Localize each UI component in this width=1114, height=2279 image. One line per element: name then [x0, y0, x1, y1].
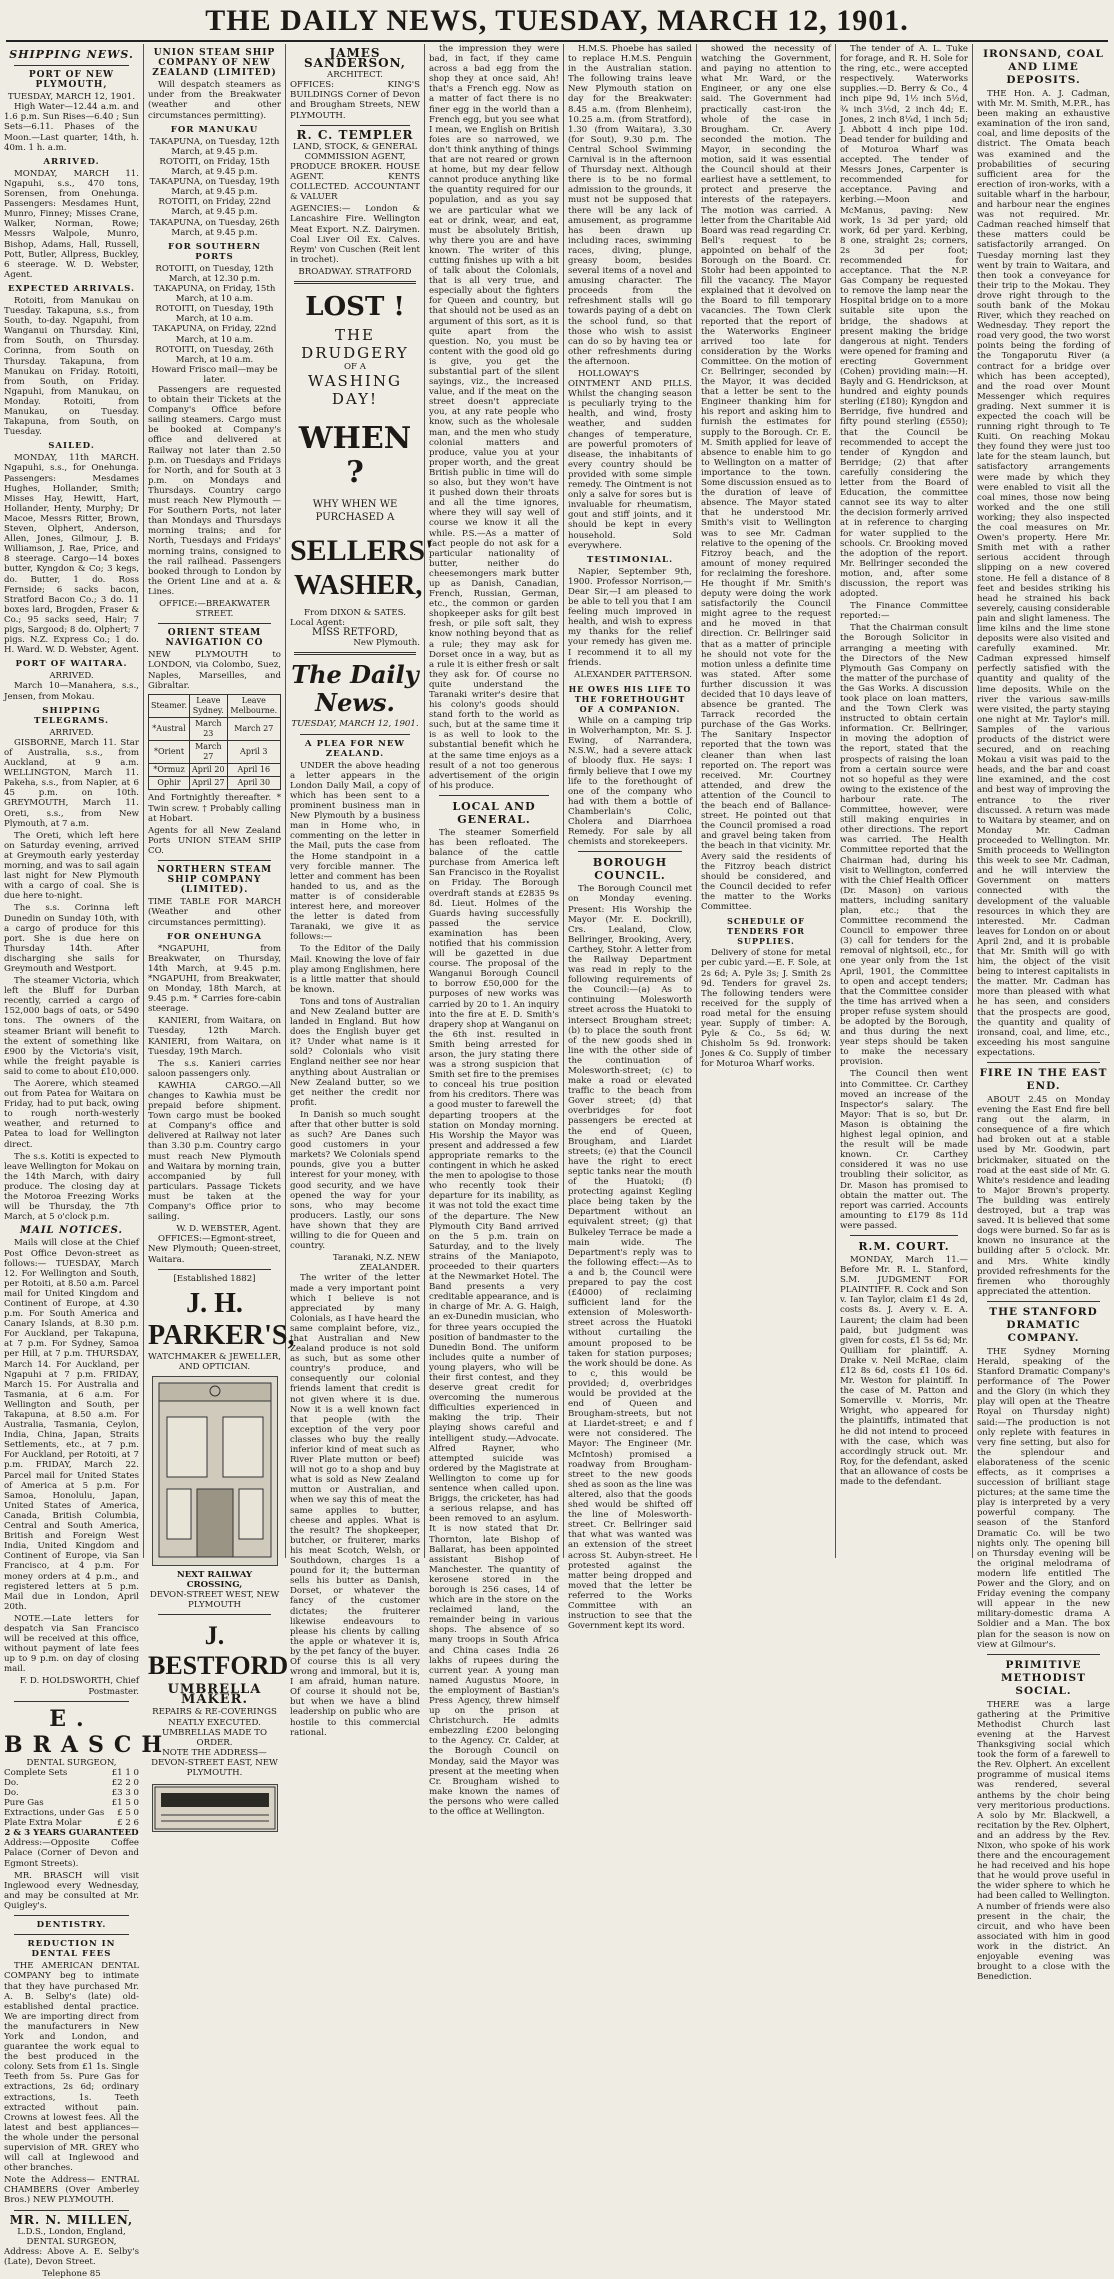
- daily-news-title: The Daily News.: [291, 660, 419, 718]
- holloway-text: HOLLOWAY'S OINTMENT AND PILLS. Whilst the changing season is peculiarly trying to the health, and wind, frosty weather, and sudden changes of temperature, are powerful promoters of disease, the inhabitants of every country should be provided with some simple remedy. The Ointment is not only a salve for sores but is invaluable for rheumatism, gout and stiff joints, and it should be kept in every household. Sold everywhere.: [568, 369, 692, 551]
- local-agent-label: Local Agent:: [290, 618, 345, 629]
- from-line: From DIXON & SATES.: [304, 608, 406, 619]
- primitive-text: THERE was a large gathering at the Primitive Methodist Church last evening at the Harvest Thanksgiving social which took the form of a farewell to the Rev. Olphert. An excellent programme of musical items was rendered, several anthems by the choir being very meritorious productions. A solo by Mr. Blackwell, a recitation by the Rev. Olphert, and an address by the Rev. Nixon, who spoke of his work there and the encouragement he had received and his hope that he would prove useful in the wider sphere to which he had been called to Wellington. A number of friends were also present in the chair, the circuit, and who have been associated with him in good work in the district. An enjoyable evening was brought to a close with the Benediction.: [977, 1699, 1110, 1983]
- arrived-heading: ARRIVED.: [43, 156, 100, 167]
- brasch-guarantee: 2 & 3 YEARS GUARANTEED: [4, 1828, 139, 1839]
- mail-heading: MAIL NOTICES.: [20, 1225, 123, 1237]
- finance-text: That the Chairman consult the Borough Solicitor in arranging a meeting with the Directors of the New Plymouth Gas Company on the matter of the purchase of the Gas Works. A discussion took place on loan matters, and the Town Clerk was instructed to obtain certain information. Cr. Bellringer, in moving the adoption of the report, stated that the prospects of raising the loan from a certain source were not so hopeful as they were owing to the existence of the harbour rate. The Committee, however, were still making enquiries in other directions. The report was carried. The Health Committee reported that the Chairman had, during his visit to Wellington, conferred with the Chief Health Officer (Dr. Mason) on various matters, including sanitary plan, etc.; that the Committee recommend the Council to empower three (3) call for tenders for the removal of nightsoil, etc., for one year only from the 1st April, 1901, the Committee to open and accept tenders; that the Committee consider the time has arrived when a proper refuse system should be adopted by the Borough, and thus during the next year steps should be taken to make the necessary provision.: [840, 623, 968, 1068]
- borough-heading: BOROUGH COUNCIL.: [592, 856, 668, 883]
- shipping-date: TUESDAY, MARCH 12, 1901.: [7, 92, 136, 103]
- parker-storefront-illustration: [152, 1376, 278, 1566]
- primitive-heading: PRIMITIVE METHODIST SOCIAL.: [1001, 1658, 1086, 1697]
- plea-paragraph: UNDER the above heading a letter appears in the London Daily Mail, a copy of which has been sent to a prominent business man in New Plymouth by a business man in Home who, in commenting on the letter in the Mail, puts the case from the Home standpoint in a very forcible manner. The letter and comment has been handed to us, and as the matter is of considerable interest here, and moreover the letter is dated from Taranaki, we give it as follows:—: [290, 760, 420, 943]
- bestford-umbrellas: UMBRELLAS MADE TO ORDER.: [161, 1727, 268, 1748]
- shipping-news-paragraph: The steamer Victoria, which left the Bluff for Durban recently, carried a cargo of 152,000 bags of oats, or 5490 tons. The owners of the steamer Briant will benefit to the extent of something like £900 by the Victoria's visit, while the freight payable is said to come to about £10,000.: [4, 976, 139, 1077]
- parker-location: NEXT RAILWAY CROSSING,: [176, 1569, 253, 1590]
- table-row: *Austral March 23 March 27: [149, 717, 281, 740]
- sailed-text: MONDAY, 11th MARCH. Ngapuhi, s.s., for Onehunga. Passengers: Mesdames Hughes, Hollander, Smith; Misses Hay, Hewitt, Hart, Hollander, Henty, Murphy; Dr Macoe, Messrs Ritter, Brown, Steven, Olphert, Anderson, Allen, Jones, Gilmour, J. B. Williamson, J. Rae, Price, and 8 steerage. Cargo—14 boxes butter, Kyngdon & Co; 3 kegs, do. Butter, 1 do. Ross Fernside; 6 sacks bacon, Stratford Bacon Co.; 3 do. 11 boxes lard, Brogden, Fraser & Co.; 95 sacks seed, Hair; 7 pigs, Sargood; 8 do. Olphert; 7 pigs. N.Z. Express Co.; 1 do. H. Ward. W. D. Webster, Agent.: [4, 453, 139, 656]
- south-sailing: ROTOITI, on Tuesday, 19th March, at 10 a.m.: [155, 304, 274, 325]
- bestford-name: J. BESTFORD: [148, 1621, 289, 1681]
- table-row: Ophir April 27 April 30: [149, 777, 281, 790]
- sailed-heading: SAILED.: [48, 441, 95, 452]
- masthead-rule: [6, 40, 1108, 42]
- plea-paragraph: The writer of the letter made a very important point which I believe is not appreciated by many Colonials, as I have heard the same complaint before, viz., that Australian and New Zealand produce is not sold as such, but as some other country's produce, and consequently our colonial friends lament that credit is not given where it is due. Now it is a well known fact that people (with the exception of the very poor classes who buy the really inferior kind of meat such as River Plate mutton or beef) will not go to a shop and buy what is sold as New Zealand mutton or Australian, and when we say this of meat the same applies to butter, cheese and apples. What is the result? The shopkeeper, butcher, or fruiterer, marks his meat Scotch, Welsh, or Southdown, charges 1s a pound for it; the butterman sells his butter as Danish, Dorset, or whatever the fancy of the customer dictates; the fruiterer likewise endeavours to please his clients by calling the apple or whatever it is, by the pet fancy of the buyer. Of course this is all very wrong and immoral, but it is, I am afraid, human nature. Of course it should not be, but when we have a blind leadership on public who are hostile to this commercial rational.: [290, 1273, 420, 1738]
- reduction-note: Note the Address— ENTRAL CHAMBERS (Over Amberley Bros.) NEW PLYMOUTH.: [4, 2175, 139, 2206]
- brasch-subtitle: DENTAL SURGEON,: [26, 1757, 117, 1768]
- shipping-news-paragraph: The Aorere, which steamed out from Patea for Waitara on Friday, had to put back, owing to rough north-westerly weather, and returned to Patea to load for Wellington direct.: [4, 1079, 139, 1150]
- plea-paragraph: To the Editor of the Daily Mail. Knowing the love of fair play among Englishmen, here is a little matter that should be known.: [290, 944, 420, 995]
- onehunga-text: *NGAPUHI, from Breakwater, on Thursday, 14th March, at 9.45 p.m. *NGAPUHI, from Breakwater, on Monday, 18th March, at 9.45 p.m. * Carries fore-cabin steerage.: [148, 943, 281, 1015]
- when-headline: WHEN ?: [298, 421, 412, 491]
- testimonial-heading: TESTIMONIAL.: [586, 554, 674, 565]
- bookstore-sign-icon: [153, 1785, 277, 1831]
- rm-court-heading: R.M. COURT.: [858, 1239, 950, 1253]
- column-6-borough: [697, 44, 835, 1558]
- kanieri-note: The s.s. Kanieri carries saloon passengers only.: [148, 1058, 281, 1079]
- castle-bookstore-illustration: [152, 1784, 278, 1832]
- port-heading: PORT OF NEW PLYMOUTH,: [28, 70, 115, 91]
- table-row: *Orient March 27 April 3: [149, 741, 281, 764]
- union-text: Will despatch steamers as under from the Breakwater (weather and other circumstances permitting).: [148, 80, 281, 121]
- column-5-news: [564, 44, 696, 1632]
- agent-name: MISS RETFORD,: [312, 627, 398, 639]
- why-when-line: WHY WHEN WE PURCHASED A: [312, 499, 398, 524]
- table-header: Leave Sydney.: [190, 694, 228, 717]
- fire-text: ABOUT 2.45 on Monday evening the East End fire bell rang out the alarm, in consequence of a fire which had broken out at a stable used by Mr. Goodwin, part brickmaker, situated on the road at the east side of Mr. G. White's residence and leading to Major Brown's property. The building was entirely destroyed, but a trap was saved. It is believed that some dogs were burned. So far as is known no insurance at the building after 5 o'clock. Mr. and Mrs. White kindly provided refreshments for the firemen who thoroughly appreciated the attention.: [977, 1095, 1110, 1297]
- waitara-arrived-heading: ARRIVED.: [49, 671, 94, 682]
- millen-phone: Telephone 85: [42, 2269, 101, 2279]
- templer-address: BROADWAY. STRATFORD: [298, 266, 412, 277]
- manukau-sailing: ROTOITI, on Friday, 15th March, at 9.45 p.m.: [159, 156, 270, 178]
- bestford-address: NOTE THE ADDRESS— DEVON-STREET EAST, NEW PLYMOUTH.: [151, 1747, 278, 1778]
- price-row: Plate Extra Molar £ 2 6: [4, 1818, 139, 1829]
- local-general-text: The steamer Somerfield has been refloated. The balance of the cattle purchase from America left San Francisco in the Royalist on Friday. The Borough overdraft stands at £2835 9s 8d. Lieut. Holmes of the Guards having successfully passed the service examination has been notified that his commission will be gazetted in due course. The proposal of the Wanganui Borough Council to borrow £50,000 for the purposes of new works was carried by 20 to 1. An inquiry into the fire at E. D. Smith's drapery shop at Wanganui on the 6th inst. resulted in Smith being arrested for arson, the jury stating there was a strong suspicion that Smith set fire to the premises to conceal his true position from his creditors. There was a good muster to farewell the departing troopers at the station on Monday morning. His Worship the Mayor was present and addressed a few appropriate remarks to the contingent in which he asked the men to apologise to those who recently took their departure for its inability, as it was not told the exact time of the departure. The New Plymouth City Band arrived on the 5 p.m. train on Saturday, and to the lively strains of the Maniapoto, proceeded to their quarters at the Newmarket Hotel. The Band presents a very creditable appearance, and is in charge of Mr. A. G. Haigh, an ex-Dunedin musician, who for three years occupied the position of bandmaster to the Dunedin Bond. The uniform includes quite a number of young players, who will be their first contest, and they deserve great credit for overcoming the numerous difficulties experienced in making the trip. Their playing shows careful and intelligent study.—Advocate. Alfred Rayner, who attempted suicide was ordered by the Magistrate at Wellington to come up for sentence when called upon. Briggs, the cricketer, has had a serious relapse, and has been removed to an asylum. It is now stated that Dr. Thornton, late Bishop of Ballarat, has been appointed assistant Bishop of Manchester. The quantity of kerosene stored in the borough is 256 cases, 14 of which are in the store on the reclaimed land, the remainder being in various shops. The absence of so many troops in South Africa and China cases India 26 lakhs of rupees during the current year. A young man named Augustus Moore, in the employment of Bastian's Press Agency, threw himself up on the prison at Christchurch. He admits embezzling £200 belonging to the Agency. Cr. Calder, at the Borough Council on Monday, said the Mayor was present at the meeting when Cr. Brougham wished to make known the names of the persons who were called to the office at Wellington.: [429, 827, 559, 1818]
- telegrams-arrived-heading: ARRIVED.: [49, 727, 94, 738]
- millen-subtitle: L.D.S., London, England, DENTAL SURGEON,: [17, 2226, 126, 2247]
- price-row: Do. £2 2 0: [4, 1777, 139, 1788]
- launch-note: Howard Frisco mail—may be later.: [151, 364, 278, 385]
- owes-heading: HE OWES HIS LIFE TO THE FORETHOUGHT OF A COMPANION.: [568, 683, 692, 714]
- kawhia-text: KAWHIA CARGO.—All changes to Kawhia must be prepaid before shipment. Town cargo must be booked at Company's office and delivered at Railway not later than 3.30 p.m. Country cargo must reach New Plymouth and Waitara by morning train, accompanied by full particulars. Passage Tickets must be taken at the Company's Office prior to sailing.: [148, 1080, 281, 1223]
- column-7-council: [836, 44, 972, 1558]
- manukau-heading: FOR MANUKAU: [170, 124, 259, 135]
- manukau-sailing: TAKAPUNA, on Tuesday, 12th March, at 9.45 p.m.: [149, 136, 280, 157]
- council-paragraph: The tender of A. L. Tuke for forage, and R. H. Sole for the ring, etc., were accepted respectively. Waterworks supplies.—D. Berry & Co., 4 inch pipe 9d, 1½ inch 5½d, ¾ inch 3½d, 2 inch 4d; E. Jones, 2 inch 8¼d, 1 inch 5d; J. Abbott 4 inch pipe 10d. Dead tender for building and of Moturoa Wharf was accepted. The tender of Messrs Jones, Carpenter is recommended for acceptance. Paving and kerbing.—Moon and McManus, paving: New work, 1s 3d per yard; old work, 6d per yard. Kerbing, 8 one, straight 2s; corners, 2s 3d per foot; recommended for acceptance. That the N.P. Gas Company be requested to remove the lamp near the Hospital bridge on to a more suitable site upon the bridge, the shadows at present making the bridge dangerous at night. Tenders were opened for framing and erecting Government (Cohen) providing main:—H. Bayly and G. Hendrickson, at hundred and eighty pounds sterling (£180); Kyngdon and Berridge, five hundred and fifty pound sterling (£550); that the Council be recommended to accept the tender of Kyngdon and Berridge; (2) that after carefully considering the letter from the Board of Education, the committee cannot see its way to alter the decision formerly arrived at in reference to charging for water supplied to the schools. Cr. Brooking moved the adoption of the report. Mr. Bellringer seconded the motion, and, after some discussion, the report was adopted.: [840, 44, 968, 600]
- masthead-title: THE DAILY NEWS, TUESDAY, MARCH 12, 1901.: [205, 4, 909, 37]
- manukau-sailing: TAKAPUNA, on Tuesday, 26th March, at 9.45 p.m.: [149, 217, 280, 238]
- wages-text: The Council then went into Committee. Cr. Carthey moved an increase of the Inspector's salary. The Mayor: That is so, but Dr. Mason is obtaining the highest legal opinion, and the result will be made known. Cr. Carthey considered it was no use troubling their solicitor, as Dr. Mason has promised to obtain the matter out. The report was carried. Accounts amounting to £179 8s 11d were passed.: [840, 1069, 968, 1231]
- parker-street: DEVON-STREET WEST, NEW PLYMOUTH: [149, 1590, 280, 1611]
- mail-signature: F. D. HOLDSWORTH, Chief Postmaster.: [19, 1676, 139, 1697]
- templer-name: R. C. TEMPLER: [296, 127, 414, 142]
- templer-text: PRODUCE BROKER. HOUSE AGENT. KENTS COLLECTED. ACCOUNTANT & VALUER: [290, 161, 420, 203]
- waitara-text: March 10—Manahera, s.s., Jensen, from Mokau.: [4, 681, 139, 702]
- south-sailing: ROTOITI, on Tuesday, 26th March, at 10 a.m.: [155, 344, 274, 365]
- shipping-news-paragraph: The s.s. Corinna left Dunedin on Sunday 10th, with a cargo of produce for this port. She is due here on Thursday 14th. After discharging she sails for Greymouth and Westport.: [4, 903, 139, 974]
- manukau-sailing: TAKAPUNA, on Tuesday, 19th March, at 9.45 p.m.: [149, 177, 280, 198]
- ironsand-heading: IRONSAND, COAL AND LIME DEPOSITS.: [983, 48, 1104, 86]
- arrived-text: MONDAY, MARCH 11. Ngapuhi, s.s., 470 tons, Sorensen, from Onehunga. Passengers: Mesdames Hunt, Munro, Finney; Misses Crane, Walker, Norman, Rowe; Messrs Walpole, Munro, Bishop, Adams, Hall, Russell, Pott, Butler, Allpress, Buckley, 6 steerage. W. D. Webster, Agent.: [4, 168, 139, 280]
- south-heading: FOR SOUTHERN PORTS: [168, 241, 261, 262]
- column-8-news: [973, 44, 1114, 1983]
- lost-headline: LOST !: [305, 291, 405, 322]
- table-row: *Ormuz April 20 April 16: [149, 764, 281, 777]
- brasch-price-list: [4, 1768, 139, 1829]
- owes-text: While on a camping trip in Wolverhampton, Mr. S. J. Ewing, of Narrandera, N.S.W., had a severe attack of bloody flux. He says: I firmly believe that I owe my life to the forethought of one of the company who had with them a bottle of Chamberlain's Colic, Cholera and Diarrhoea Remedy. For sale by all chemists and storekeepers.: [568, 716, 692, 848]
- finance-heading: The Finance Committee reported:—: [840, 601, 968, 622]
- south-sailing: TAKAPUNA, on Friday, 22nd March, at 10 a.m.: [152, 324, 277, 345]
- testimonial-signature: ALEXANDER PATTERSON.: [574, 669, 692, 680]
- stanford-heading: THE STANFORD DRAMATIC COMPANY.: [989, 1305, 1098, 1344]
- shipping-news-paragraph: The Oreti, which left here on Saturday evening, arrived at Greymouth early yesterday morning, and was to sail again last night for New Plymouth with a cargo of coal. She is due here to-night.: [4, 830, 139, 902]
- reduction-text: THE AMERICAN DENTAL COMPANY beg to intimate that they have purchased Mr. A. B. Selby's (late) old-established dental practice. We are importing direct from the manufacturers in New York and London, and guarantee the work equal to the best produced in the colony. Sets from £1 1s. Single Teeth from 5s. Pure Gas for extractions, 2s 6d; ordinary extractions, 1s. Teeth extracted without pain. Crowns at lowest fees. All the latest and best appliances—the whole under the personal supervision of MR. GREY who will call at Inglewood and other branches.: [4, 1961, 139, 2174]
- shipping-heading: SHIPPING NEWS.: [9, 48, 134, 61]
- news-paragraph: H.M.S. Phoebe has sailed to replace H.M.S. Penguin in the Australian station. The following trains leave New Plymouth station on day for the Breakwater: 8.45 a.m. (from Blenheim), 10.25 a.m. (from Stratford), 1.30 (from Waitara), 3.30 (for Sout), 9.30 p.m. The Central School Swimming Carnival is in the afternoon of Thursday next. Although there is to be no formal admission to the grounds, it must not be supposed that there will be any lack of amusement, as programme has been drawn up including races, swimming races, diving, plunge, greasy boom, besides several items of a novel and amusing character. The proceeds from the refreshment stalls will go towards paying of a debt on the school fund, so that those who wish to assist can do so by having tea or other refreshments during the afternoon.: [568, 44, 692, 367]
- column-2-shipping-ads: [144, 44, 295, 1778]
- plea-heading: A PLEA FOR NEW ZEALAND.: [304, 738, 406, 759]
- webster-office: OFFICES:—Egmont-street, New Plymouth; Queen-street, Waitara.: [148, 1234, 281, 1265]
- of-a-line: OF A: [344, 361, 366, 372]
- orient-text: NEW PLYMOUTH to LONDON, via Colombo, Suez, Naples, Marseilles, and Gibraltar.: [148, 650, 281, 691]
- plea-signature: Taranaki, N.Z. NEW ZEALANDER.: [332, 1253, 420, 1274]
- table-header: Steamer.: [149, 694, 190, 717]
- agents-note: Agents for all New Zealand Ports UNION STEAM SHIP CO.: [148, 825, 281, 856]
- bestford-repairs: REPAIRS & RE-COVERINGS NEATLY EXECUTED.: [152, 1707, 277, 1728]
- dentistry-heading: DENTISTRY.: [36, 1920, 107, 1931]
- onehunga-heading: FOR ONEHUNGA: [166, 931, 263, 942]
- union-heading: UNION STEAM SHIP COMPANY OF NEW ZEALAND (LIMITED): [152, 48, 277, 79]
- kanieri-text: KANIERI, from Waitara, on Tuesday, 12th March. KANIERI, from Waitara, on Tuesday, 19th March.: [148, 1016, 281, 1057]
- millen-name: MR. N. MILLEN,: [9, 2212, 134, 2227]
- millen-address: Address: Above A. E. Selby's (Late), Devon Street.: [4, 2246, 139, 2267]
- sanderson-text: OFFICES: KING'S BUILDINGS Corner of Devon and Brougham Streets, NEW PLYMOUTH.: [290, 80, 420, 121]
- plea-continued: the impression they were bad, in fact, if they came across a bad egg from the shop they at once said, Ah! that's a French egg. Now as a matter of fact there is no finer egg in the world than a French egg, but you see what I mean, we English on British foies are so narrowed, we don't think anything of things that are not reared or grown at home, but my dear fellow cannot produce anything like the quantity required for our population, and as you say we are particular what we eat or drink, wear, and eat, must be absolutely British, why there you are and have known. The writer of this cutting finishes up with a bit of talk about the Colonials, that is all very true, and especially about the fighters for Queen and country, but that should not be used as an argument of this sort, as it is quite apart from the question. No, you must be content with the good old go is give, you get the substantial part of the silent sayings, viz., the increased value, and if the meat on the street doesn't appreciate you, at any rate people who know, such as the wholesale man, and the men who study colonial matters and produce, value you at your proper worth, and the great British public in time will do so also, but they won't have it pushed down their throats and all the time ignores, where they will say well of course we know it all the while. P.S.—As a matter of fact people do not ask for a particular nationality of butter, neither do cheesemongers mark butter up as Danish, Canadian, French, Russian, German, etc., the common or garden shopkeeper asks for gilt best fresh, or pile soft salt, they know nothing beyond that as a rule; they may ask for Dorset once in a way, but as a rule it is either fresh or salt they ask for. Of course no quite understand the Taranaki writer's desire that his colony's goods should stand forth to the world as such, but at the same time it is as well to look to the substantial benefit which he at the same time enjoys as a result of a not too generous advertisement of the origin of his produce.: [429, 44, 559, 791]
- plea-paragraph: In Danish so much sought after that other butter is sold as such? Are Danes such good customers in your markets? We Colonials spend pounds, give you a butter interest for your money, with good security, and we have opened the way for your sons, who may become producers. Lastly, our sons have shown that they are willing to die for Queen and country.: [290, 1109, 420, 1252]
- daily-news-date: TUESDAY, MARCH 12, 1901.: [291, 719, 419, 730]
- mail-note: NOTE.—Late letters for despatch via San Francisco will be received at this office, without payment of late fees up to 9 p.m. on day of closing mail.: [4, 1613, 139, 1675]
- parker-name: J. H. PARKER'S,: [148, 1287, 295, 1351]
- reduction-heading: REDUCTION IN DENTAL FEES: [27, 1939, 116, 1960]
- brasch-name: E. BRASCH: [4, 1705, 173, 1758]
- agent-place: New Plymouth.: [353, 638, 420, 649]
- orient-sailing-table: [148, 694, 281, 791]
- mail-text: Mails will close at the Chief Post Office Devon-street as follows:— TUESDAY, March 12. For Wellington and South, per Rotoiti, at 8.50 a.m. Parcel mail for United Kingdom and Continent of Europe, at 4.30 p.m. For South America and Canary Islands, at 8.30 p.m. For Auckland, per Takapuna, at 7 p.m. For Sydney, Samoa per Hill, at 7 p.m. THURSDAY, March 14. For Auckland, per Ngapuhi at 7 p.m. FRIDAY, March 15. For Australia and Tasmania, at 6 a.m. For Wellington and South, per Takapuna, at 8.50 a.m. For Australia, Tasmania, Ceylon, India, China, Japan, Straits Settlements, etc., at 7 p.m. For Auckland, per Rotoiti, at 7 p.m. FRIDAY, March 22. Parcel mail for United States of America at 5 p.m. For Samoa, Honolulu, Japan, United States of America, Canada, British Columbia, Central and South America, British and Foreign West India, United Kingdom and Continent of Europe, via San Francisco, at 4 p.m. For money orders at 4 p.m., and registered letters at 5 p.m. Mail due in London, April 20th.: [4, 1238, 139, 1612]
- expected-text: Rotoiti, from Manukau on Tuesday. Takapuna, s.s., from South, to-day. Ngapuhi, from Wanganui on Thursday. Kini, from South, on Thursday. Corinna, from South on Thursday. Takapuna, from Manukau on Friday. Rotoiti, from South, on Friday. Ngapuhi, from Manukau, on Monday. Rotoiti, from Manukau, on Tuesday. Takapuna, from South, on Tuesday.: [4, 295, 139, 438]
- templer-title: LAND, STOCK, & GENERAL COMMISSION AGENT,: [292, 141, 418, 162]
- masthead: [0, 0, 1114, 40]
- price-row: Pure Gas £1 5 0: [4, 1798, 139, 1808]
- stanford-text: THE Sydney Morning Herald, speaking of the Stanford Dramatic Company's performance of The Power and the Glory (in which they play will open at the Theatre Royal on Thursday night) said:—The production is not only replete with features in very fine setting, but also for the splendour and elaborateness of the scenic effects, as it comprises a succession of brilliant stage pictures; at the same time the play is interpreted by a very powerful company. The season of the Stanford Dramatic Co. will be two nights only. The opening bill on Thursday evening will be the original melodrama of modern life entitled The Power and the Glory, and on Friday evening the company will appear in the new military-domestic drama A Soldier and a Man. The box plan for the season is now on view at Gilmour's.: [977, 1346, 1110, 1650]
- webster-signature: W. D. WEBSTER, Agent.: [176, 1224, 281, 1235]
- union-office: OFFICE:—BREAKWATER STREET.: [159, 598, 270, 620]
- price-row: Extractions, under Gas £ 5 0: [4, 1808, 139, 1819]
- borough-text: The Borough Council met on Monday evening. Present: His Worship the Mayor (Mr. E. Dockrill), Crs. Lealand, Clow, Bellringer, Brooking, Avery, Carthey, Stohr. A letter from the Railway Department was read in reply to the following requirements of the Council:—(a) As to continuing Molesworth street across the Huatoki to intersect Brougham street; (b) to place the south front of the new goods shed in line with the other side of the continuation of Molesworth-street; (c) to make a road or elevated traffic to the beach from Gover street; (d) that overbridges for foot passengers be erected at the end of Queen, Brougham, and Liardet streets; (e) that the Council have the right to erect septic tanks near the mouth of the Huatoki; (f) protecting against Kegling place being taken by the Department without an equivalent street; (g) that Bulkeley Terrace be made a main wide. The Department's reply was to the following effect:—As to a and b, the Council were prepared to pay the cost (£4000) of reclaiming sufficient land for the extension of Molesworth-street across the Huatoki without curtailing the amount proposed to be taken for station purposes; the work should be done. As to c, this would be provided; d, overbridges would be provided at the end of Queen and Brougham-streets, but not at Liardet-street; e and f were not considered. The Mayor: The Engineer (Mr. McIntosh) promised a roadway from Brougham-street to the new goods shed as soon as the line was altered, also that the goods shed would be shifted off the line of Molesworth-street. Cr. Bellringer said that what was wanted was an extension of the street across St. Aubyn-street. He protested against the matter being dropped and moved that the letter be referred to the Works Committee with an instruction to see that the Government kept its word.: [568, 884, 692, 1632]
- column-4-local-news: [425, 44, 563, 1818]
- price-row: Complete Sets £1 1 0: [4, 1767, 139, 1778]
- brasch-address: Address:—Opposite Coffee Palace (Corner of Devon and Egmont Streets).: [4, 1838, 139, 1869]
- south-sailing: ROTOITI, on Tuesday, 12th March, at 12.30 p.m.: [155, 263, 274, 284]
- ironsand-text: THE Hon. A. J. Cadman, with Mr. M. Smith, M.P.R., has been making an exhaustive examination of the iron sand, coal, and lime deposits of the district. The Omata beach was examined and the probabilities of securing sufficient area for the erection of iron-works, with a suitable wharf in the harbour, and harbour near the engines was not required. Mr. Cadman reached himself that these matters could be satisfactorily arranged. On Tuesday morning last they went by train to Waitara, and then took a conveyance for their trip to the Mokau. They drove right through to the south bank of the Mokau River, which they reached on Wednesday. They report the road very good, the two worst points being the fording of the Tongaporutu River (a contract for a bridge over which has been accepted), and the road over Mount Messenger which requires grading. Next summer it is expected the coach will be running right through to Te Kuiti. On reaching Mokau they found they were just too late for the steam launch, but satisfactory arrangements were made by which they were enabled to visit all the coal mines, those now being worked and the one still working; they also inspected the coal measures on Mr. Owen's property. Here Mr. Smith met with a rather serious accident through slipping on a new covered stone. He fell a distance of 8 feet and besides striking his head he strained his back severely, causing considerable pain and slight lameness. The lime kilns and the lime stone deposits were also visited and carefully examined. Mr. Cadman expressed himself perfectly satisfied with the quantity and quality of the lime deposits. While on the river the various saw-mills were visited, the party staying one night at Mr. Taylor's mill. Samples of the various products of the district were secured, and on reaching Mokau a visit was paid to the heads, and the bar and coast line examined, and the cost and best way of improving the entrance to the river discussed. A return was made to Waitara by steamer, and on Monday Mr. Cadman proceeded to Wellington. Mr. Smith proceeds to Wellington this week to see Mr. Cadman, and he will interview the Government on matters connected with the development of the valuable resources in which they are interested. Mr. Cadman leaves for London on or about April 2nd, and it is probable that Mr. Smith will go with him, the object of the visit being to interest capitalists in the matter. Mr. Cadman has more than pleased with what he has seen, and considers that the prospects are good, the quantity and quality of ironsand, coal, and lime, etc., exceeding his most sanguine expectations.: [977, 89, 1110, 1058]
- table-header: Leave Melbourne.: [227, 694, 280, 717]
- tenders-heading: SCHEDULE OF TENDERS FOR SUPPLIES.: [727, 916, 805, 947]
- rm-court-text: MONDAY, March 11.—Before Mr. R. L. Stanford, S.M. JUDGMENT FOR PLAINTIFF. R. Cock and Son v. Ian Taylor, claim £1 4s 2d, costs 8s. J. Avery v. E. A. Laurent; the claim had been paid, but judgment was given for costs, £1 5s 6d; Mr. Quilliam for plaintiff. A. Drake v. Neil McRae, claim £12 8s 6d, costs £1 10s 6d. Mr. Weston for plaintiff. In the case of M. Patton and Somerville v. Morris, Mr. Wright, who appeared for the plaintiffs, intimated that he did not intend to proceed with the case, which was accordingly struck out. Mr. Roy, for the defendant, asked that an allowance of costs be made to the defendant.: [840, 1254, 968, 1488]
- tenders-text: Delivery of stone for metal per cubic yard.—E. F. Sole, at 2s 6d; A. Pyle 3s; J. Smith 2s 9d. Tenders for gravel 2s. The following tenders were received for the supply of road metal for the ensuing year. Supply of timber: A. Pyle & Co., 5s 6d; W. Chisholm 5s 9d. Ironwork: Jones & Co. Supply of timber for Moturoa Wharf works.: [701, 948, 831, 1070]
- estab-note: [Established 1882]: [173, 1273, 256, 1284]
- northern-heading: NORTHERN STEAM SHIP COMPANY (LIMITED).: [156, 865, 273, 896]
- storefront-icon: [153, 1377, 277, 1565]
- testimonial-text: Napier, September 9th, 1900. Professor Norrison,— Dear Sir,—I am pleased to be able to tell you that I am feeling much improved in health, and wish to express my thanks for the relief your remedy has given me. I recommend it to all my friends.: [568, 566, 692, 668]
- templer-agencies: AGENCIES:— London & Lancashire Fire. Wellington Meat Export. N.Z. Dairymen. Coal Liver Oil Ex. Calves. Reym' von Cuschen (Reit lent in trochet).: [290, 204, 420, 265]
- bestford-subtitle: UMBRELLA MAKER.: [167, 1682, 262, 1708]
- column-3-ads-editorial: [286, 44, 434, 1738]
- telegrams-text: GISBORNE, March 11. Star of Australia, s.s., from Auckland, at 9 a.m. WELLINGTON, March 11. Pakeha, s.s., from Napier, at 6 45 p.m. on 10th. GREYMOUTH, March 11. Oreti, s.s., from New Plymouth, at 7 a.m.: [4, 737, 139, 829]
- shipping-news-paragraph: The s.s. Kotiti is expected to leave Wellington for Mokau on the 14th March, with dairy produce. The closing day at the Motoroa Freezing Works will be Thursday, the 7th March, at 5 o'clock p.m.: [4, 1151, 139, 1223]
- telegrams-heading: SHIPPING TELEGRAMS.: [33, 705, 110, 726]
- orient-heading: ORIENT STEAM NAVIGATION CO: [165, 628, 264, 649]
- sanderson-title: ARCHITECT.: [327, 70, 383, 81]
- manukau-sailing: ROTOITI, on Friday, 22nd March, at 9.45 p.m.: [158, 197, 271, 218]
- tide-text: High Water—12.44 a.m. and 1.6 p.m. Sun Rises—6.40 ; Sun Sets—6.11. Phases of the Moon.—Last quarter, 14th, h. 40m. 1 h. a.m.: [4, 102, 139, 153]
- brasch-note: MR. BRASCH will visit Inglewood every Wednesday, and may be consulted at Mr. Quigley's.: [4, 1870, 139, 1911]
- south-sailing: TAKAPUNA, on Friday, 15th March, at 10 a.m.: [153, 284, 276, 305]
- fire-heading: FIRE IN THE EAST END.: [979, 1067, 1108, 1092]
- sanderson-name: JAMES SANDERSON,: [304, 46, 406, 71]
- borough-continued: showed the necessity of watching the Government, and paying no attention to what Mr. Ward, or the Engineer, or any one else said. The Government had practically cast-iron the whole of the case in Brougham. Cr. Avery seconded the motion. The Mayor, in seconding the motion, said it was essential the Council should at their earliest have a settlement, to protect and preserve the interests of the ratepayers. The motion was carried. A letter from the Charitable Aid Board was read regarding Cr. Bell's request to be appointed on behalf of the Borough on the Board. Cr. Stohr had been appointed to fill the vacancy. The Mayor explained that it devolved on the Board to fill temporary vacancies. The Town Clerk reported that the report of the Waterworks Engineer arrived too late for consideration by the Works Committee. On the motion of Cr. Bellringer, seconded by the Mayor, it was decided that a letter be sent to the Engineer thanking him for his report and asking him to furnish the estimates for supply to the Borough. Cr. E. M. Smith applied for leave of absence to enable him to go to Wellington on a matter of importance to the town. Some discussion ensued as to the duration of leave of absence. The Mayor stated that he understood Mr. Smith's visit to Wellington was to see Mr. Cadman relative to the opening of the Fitzroy beach, and the amount of money required for reclaiming the foreshore. He thought if Mr. Smith's deputy were doing the work satisfactorily the Council might agree to the request and he moved in that direction. Cr. Bellringer said that as a matter of principle he should not vote for the motion unless a definite time was stated. After some further discussion it was decided that 10 days leave of absence be granted. The Tarrack recorded the purchase of the Gas Works. The Sanitary Inspector reported that the town was cleaner than when last reported on. The report was received. Mr. Courtney attended, and drew the attention of the Council to the beach end of Ballance-street. He pointed out that the Council promised a road and gravel being taken from the beach in that vicinity. Mr. Avery said the residents of the Fitzroy beach district should be considered, and the Council decided to refer the matter to the Works Committee.: [701, 44, 832, 912]
- price-row: Do. £3 3 0: [4, 1787, 139, 1798]
- local-general-heading: LOCAL AND GENERAL.: [452, 799, 536, 826]
- drudgery-line: THE DRUDGERY: [301, 325, 409, 362]
- waitara-heading: PORT OF WAITARA.: [15, 659, 128, 670]
- washing-day-line: WASHING DAY!: [308, 372, 402, 409]
- column-1-shipping: [0, 44, 173, 2279]
- expected-heading: EXPECTED ARRIVALS.: [7, 283, 136, 294]
- fortnightly-note: And Fortnightly thereafter. * Twin screw. † Probably calling at Hobart.: [148, 793, 281, 824]
- parker-subtitle: WATCHMAKER & JEWELLER, AND OPTICIAN.: [148, 1351, 281, 1372]
- washer-headline: WASHER,: [294, 570, 423, 602]
- plea-paragraph: Tons and tons of Australian and New Zealand butter are landed in England. But how does the English buyer get it? Under what name is it sold? Colonials who visit England neither see nor hear anything about Australian or New Zealand butter, so we get neither the credit nor profit.: [290, 996, 420, 1108]
- northern-text: TIME TABLE FOR MARCH (Weather and other circumstances permitting).: [148, 897, 281, 928]
- union-passengers: Passengers are requested to obtain their Tickets at the Company's Office before sailing steamers. Cargo must be booked at Company's office and delivered at Railway not later than 2.50 p.m. on Tuesdays and Fridays for North, and for South at 3 p.m. on Mondays and Thursdays. Country cargo must reach New Plymouth —For Southern Ports, not later than Mondays and Thursdays morning trains; and for North, Tuesdays and Fridays' morning trains, consigned to the rail railhead. Passengers booked through to London by the Orient Line and at a. & Lines.: [148, 385, 281, 597]
- sellers-headline: SELLERS': [290, 534, 434, 568]
